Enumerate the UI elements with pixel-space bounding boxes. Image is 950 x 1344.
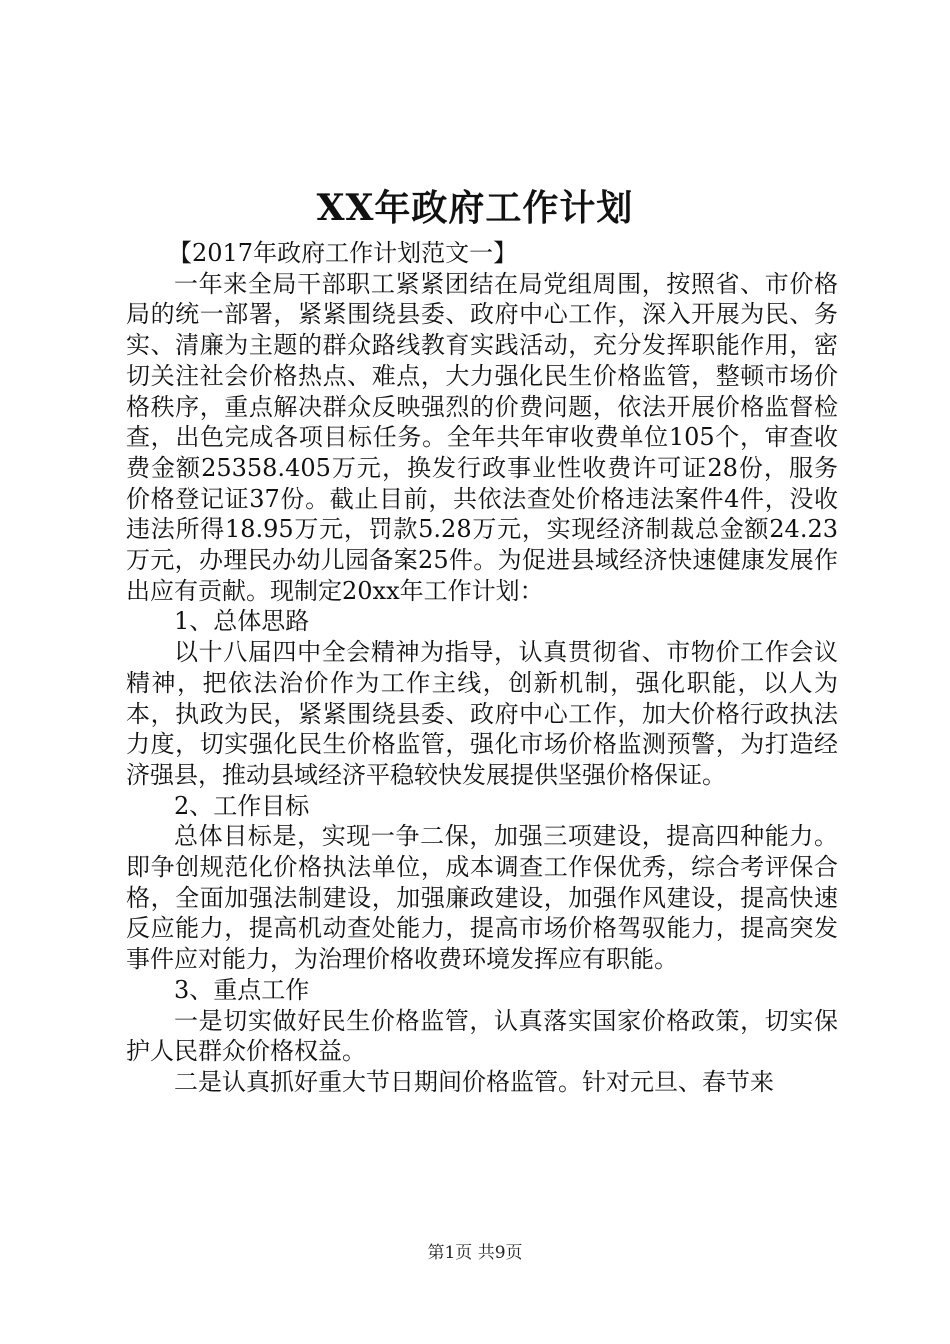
section-heading-2: 2、工作目标: [174, 791, 310, 820]
document-title: XX年政府工作计划: [316, 187, 634, 229]
section-paragraph-1: 以十八届四中全会精神为指导，认真贯彻省、市物价工作会议精神，把依法治价作为工作主线，创新机制，强化职能，以人为本，执政为民，紧紧围绕县委、政府中心工作，加大价格行政执法力度，切实强化民生价格监管，强化市场价格监测预警，为打造经济强县，推动县域经济平稳较快发展提供坚强价格保证。: [126, 638, 838, 789]
section-heading-3: 3、重点工作: [174, 975, 310, 1004]
section-paragraph-3a: 一是切实做好民生价格监管，认真落实国家价格政策，切实保护人民群众价格权益。: [126, 1006, 838, 1066]
section-paragraph-2: 总体目标是，实现一争二保，加强三项建设，提高四种能力。即争创规范化价格执法单位，成本调查工作保优秀，综合考评保合格，全面加强法制建设，加强廉政建设，加强作风建设，提高快速反应能力，提高机动查处能力，提高市场价格驾驭能力，提高突发事件应对能力，为治理价格收费环境发挥应有职能。: [126, 822, 838, 974]
section-heading-1: 1、总体思路: [174, 607, 310, 636]
document-body: [126, 238, 838, 1098]
page-footer: 第1页 共9页: [427, 1243, 523, 1263]
source-tag-paragraph: 【2017年政府工作计划范文一】: [168, 239, 518, 267]
section-paragraph-3b: 二是认真抓好重大节日期间价格监管。针对元旦、春节来: [174, 1067, 774, 1096]
intro-paragraph: 一年来全局干部职工紧紧团结在局党组周围，按照省、市价格局的统一部署，紧紧围绕县委、政府中心工作，深入开展为民、务实、清廉为主题的群众路线教育实践活动，充分发挥职能作用，密切关注社会价格热点、难点，大力强化民生价格监管，整顿市场价格秩序，重点解决群众反映强烈的价费问题，依法开展价格监督检查，出色完成各项目标任务。全年共年审收费单位105个，审查收费金额25358.405万元，换发行政事业性收费许可证28份，服务价格登记证37份。截止目前，共依法查处价格违法案件4件，没收违法所得18.95万元，罚款5.28万元，实现经济制裁总金额24.23万元，办理民办幼儿园备案25件。为促进县域经济快速健康发展作出应有贡献。现制定20xx年工作计划：: [126, 269, 838, 605]
